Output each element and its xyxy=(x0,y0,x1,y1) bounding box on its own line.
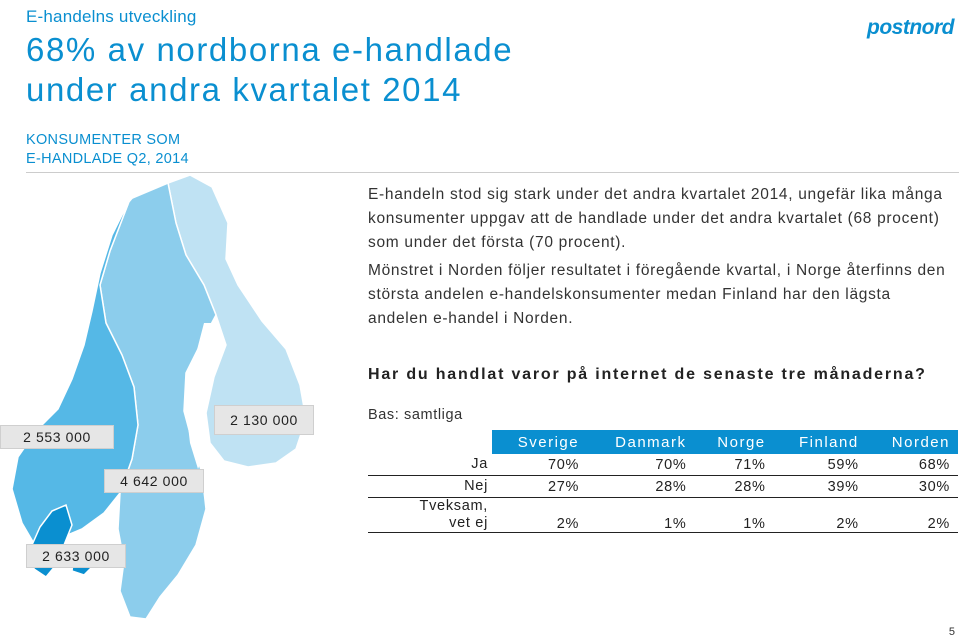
table-row xyxy=(368,498,958,533)
map-heading-line-1: KONSUMENTER SOM xyxy=(26,132,181,148)
column-header: Finland xyxy=(774,430,867,454)
page-number: 5 xyxy=(948,626,955,638)
map-heading xyxy=(26,131,189,169)
table-header-row xyxy=(368,430,958,454)
column-header: Norge xyxy=(695,430,774,454)
survey-question: Har du handlat varor på internet de senaste tre månaderna? xyxy=(368,366,927,383)
row-label: Ja xyxy=(368,454,492,476)
table-cell: 71% xyxy=(695,454,774,476)
table-cell: 1% xyxy=(587,498,694,533)
table-cell: 39% xyxy=(774,476,867,498)
page-title xyxy=(26,30,513,110)
body-paragraph-1: E-handeln stod sig stark under det andra kvartalet 2014, ungefär lika många konsumenter uppgav att de handlade under det andra kvartalet (68 procent) som under det första (70 procent). xyxy=(368,186,943,251)
table-cell: 1% xyxy=(695,498,774,533)
row-label-line-1: Tveksam, xyxy=(419,498,488,514)
table-cell: 70% xyxy=(587,454,694,476)
norway-population-label: 2 553 000 xyxy=(0,425,114,449)
row-label: Nej xyxy=(368,476,492,498)
table-row xyxy=(368,476,958,498)
survey-base: Bas: samtliga xyxy=(368,407,463,423)
column-header: Sverige xyxy=(492,430,587,454)
denmark-population-label: 2 633 000 xyxy=(26,544,126,568)
table-cell: 70% xyxy=(492,454,587,476)
row-label xyxy=(368,498,492,533)
table-cell: 28% xyxy=(695,476,774,498)
map-heading-line-2: E-HANDLADE Q2, 2014 xyxy=(26,151,189,167)
table-cell: 68% xyxy=(867,454,958,476)
title-line-2: under andra kvartalet 2014 xyxy=(26,71,463,108)
table-cell: 27% xyxy=(492,476,587,498)
finland-population-label: 2 130 000 xyxy=(214,405,314,435)
table-cell: 2% xyxy=(492,498,587,533)
title-line-1: 68% av nordborna e-handlade xyxy=(26,31,514,68)
row-header-corner xyxy=(368,430,492,454)
table-cell: 2% xyxy=(774,498,867,533)
body-paragraph-2: Mönstret i Norden följer resultatet i föregående kvartal, i Norge återfinns den största andelen e-handelskonsumenter medan Finland har den lägsta andelen e-handel i Norden. xyxy=(368,262,946,327)
sweden-population-label: 4 642 000 xyxy=(104,469,204,493)
section-kicker: E-handelns utveckling xyxy=(26,7,197,26)
table-cell: 2% xyxy=(867,498,958,533)
row-label-line-2: vet ej xyxy=(449,515,488,531)
table-cell: 28% xyxy=(587,476,694,498)
table-cell: 59% xyxy=(774,454,867,476)
table-cell: 30% xyxy=(867,476,958,498)
survey-table xyxy=(368,430,958,533)
column-header: Danmark xyxy=(587,430,694,454)
column-header: Norden xyxy=(867,430,958,454)
postnord-logo: postnord xyxy=(867,16,954,39)
table-row xyxy=(368,454,958,476)
